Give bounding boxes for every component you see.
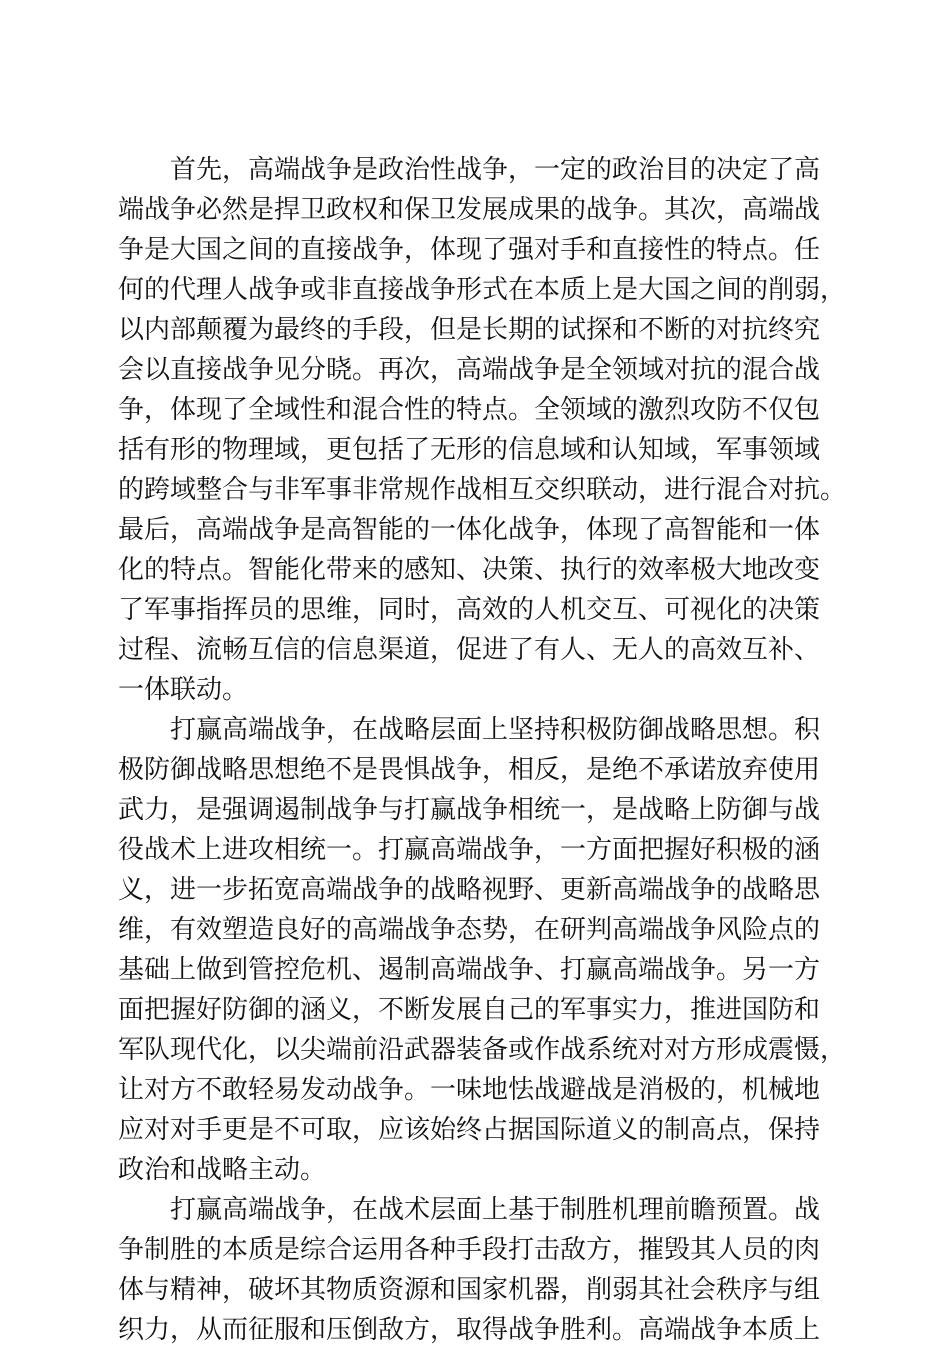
text-line: 首先，高端战争是政治性战争，一定的政治目的决定了高 (170, 155, 821, 185)
text-line: 以内部颠覆为最终的手段，但是长期的试探和不断的对抗终究 (118, 315, 821, 345)
paragraph-high-end-war-characteristics (118, 150, 847, 710)
text-line: 打赢高端战争，在战术层面上基于制胜机理前瞻预置。战 (170, 1195, 821, 1225)
text-line: 端战争必然是捍卫政权和保卫发展成果的战争。其次，高端战 (118, 195, 821, 225)
text-line: 打赢高端战争，在战略层面上坚持积极防御战略思想。积 (170, 715, 821, 745)
text-line: 面把握好防御的涵义，不断发展自己的军事实力，推进国防和 (118, 995, 821, 1025)
text-line: 会以直接战争见分晓。再次，高端战争是全领域对抗的混合战 (118, 355, 821, 385)
text-line: 争，体现了全域性和混合性的特点。全领域的激烈攻防不仅包 (118, 395, 821, 425)
text-line: 体与精神，破坏其物质资源和国家机器，削弱其社会秩序与组 (118, 1275, 821, 1305)
document-body (118, 150, 847, 1350)
paragraph-strategic-level (118, 710, 847, 1190)
text-line: 了军事指挥员的思维，同时，高效的人机交互、可视化的决策 (118, 595, 821, 625)
text-line: 一体联动。 (118, 675, 249, 705)
text-line: 化的特点。智能化带来的感知、决策、执行的效率极大地改变 (118, 555, 821, 585)
text-line: 军队现代化，以尖端前沿武器装备或作战系统对对方形成震慑， (118, 1035, 847, 1065)
text-line: 维，有效塑造良好的高端战争态势，在研判高端战争风险点的 (118, 915, 821, 945)
text-line: 义，进一步拓宽高端战争的战略视野、更新高端战争的战略思 (118, 875, 821, 905)
text-line: 过程、流畅互信的信息渠道，促进了有人、无人的高效互补、 (118, 635, 821, 665)
text-line: 役战术上进攻相统一。打赢高端战争，一方面把握好积极的涵 (118, 835, 821, 865)
text-line: 的跨域整合与非军事非常规作战相互交织联动，进行混合对抗。 (118, 475, 847, 505)
text-line: 织力，从而征服和压倒敌方，取得战争胜利。高端战争本质上 (118, 1315, 821, 1345)
text-line: 争制胜的本质是综合运用各种手段打击敌方，摧毁其人员的肉 (118, 1235, 821, 1265)
text-line: 极防御战略思想绝不是畏惧战争，相反，是绝不承诺放弃使用 (118, 755, 821, 785)
text-line: 基础上做到管控危机、遏制高端战争、打赢高端战争。另一方 (118, 955, 821, 985)
text-line: 应对对手更是不可取，应该始终占据国际道义的制高点，保持 (118, 1115, 821, 1145)
text-line: 武力，是强调遏制战争与打赢战争相统一，是战略上防御与战 (118, 795, 821, 825)
text-line: 让对方不敢轻易发动战争。一味地怯战避战是消极的，机械地 (118, 1075, 821, 1105)
text-line: 争是大国之间的直接战争，体现了强对手和直接性的特点。任 (118, 235, 821, 265)
text-line: 何的代理人战争或非直接战争形式在本质上是大国之间的削弱， (118, 275, 847, 305)
text-line: 最后，高端战争是高智能的一体化战争，体现了高智能和一体 (118, 515, 821, 545)
text-line: 政治和战略主动。 (118, 1155, 327, 1185)
paragraph-tactical-level (118, 1190, 838, 1350)
text-line: 括有形的物理域，更包括了无形的信息域和认知域，军事领域 (118, 435, 821, 465)
